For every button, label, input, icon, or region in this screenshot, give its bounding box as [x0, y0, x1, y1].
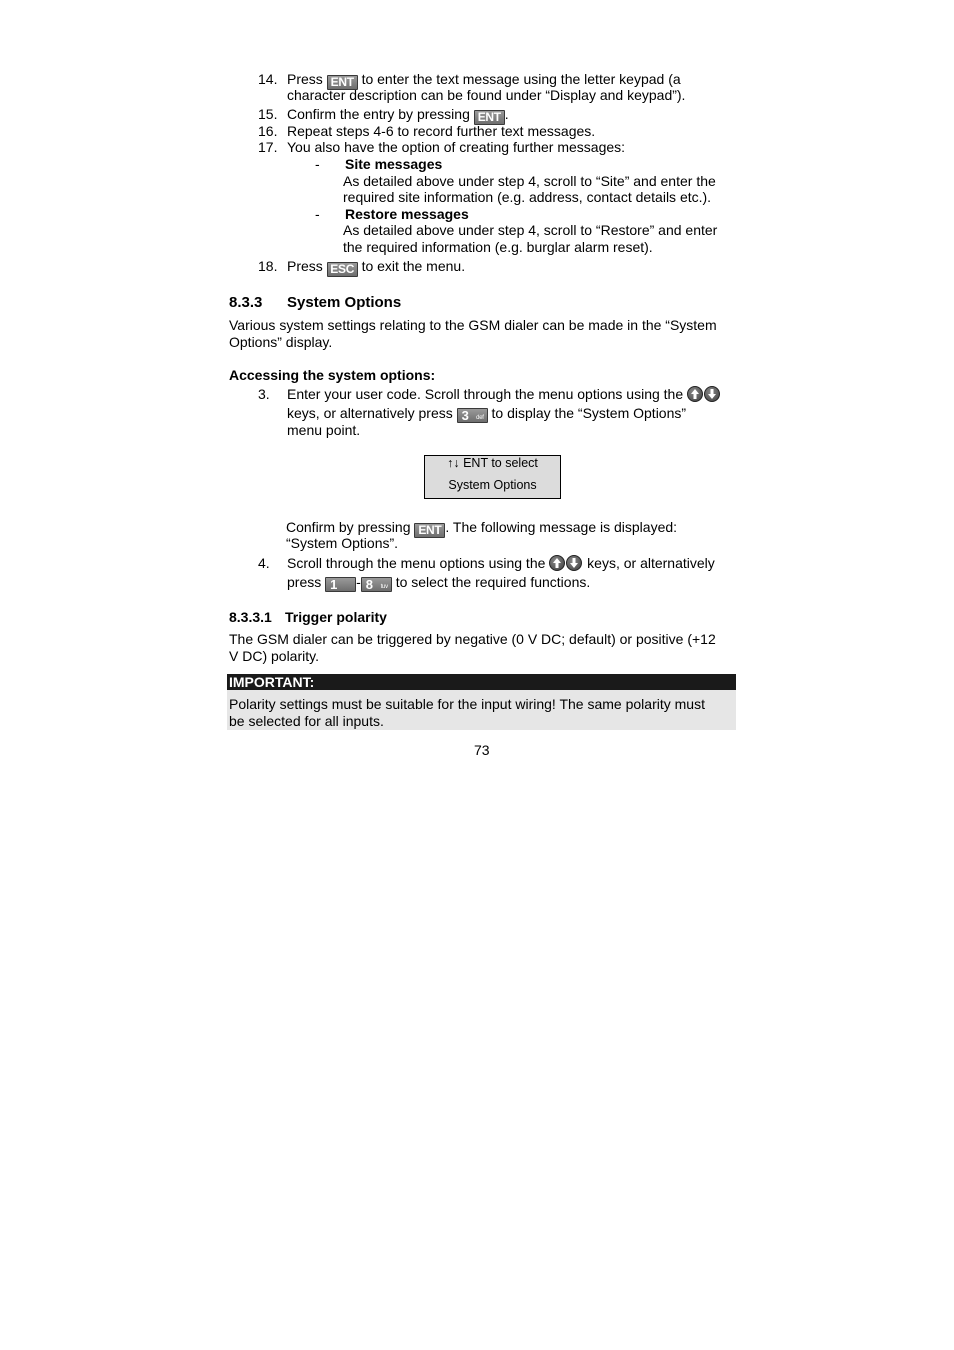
important-heading: IMPORTANT: — [227, 674, 736, 690]
key-3-def-icon — [457, 408, 488, 423]
step-text: to enter the text message using the letter keypad (a — [361, 71, 681, 87]
section-number: 8.3.3 — [229, 294, 263, 311]
step-number: 16. — [258, 123, 278, 139]
key-digit: 8 — [365, 577, 373, 592]
step-4-line-1 — [287, 555, 715, 572]
step-14-line-2: character description can be found under “Display and keypad”). — [287, 87, 686, 103]
step-number: 3. — [258, 386, 270, 402]
arrow-up-key-icon — [549, 555, 565, 571]
step-text: to exit the menu. — [361, 258, 466, 274]
subsection-number: 8.3.3.1 — [229, 609, 272, 625]
key-digit: 1 — [330, 577, 338, 592]
key-1-icon — [325, 577, 356, 592]
ent-key-icon: ENT — [474, 110, 505, 125]
bullet-dash: - — [315, 206, 320, 222]
restore-messages-line-2: the required information (e.g. burglar alarm reset). — [343, 239, 653, 255]
step-17-line: You also have the option of creating further messages: — [287, 139, 626, 155]
lcd-line-2: System Options — [448, 478, 537, 492]
step-16-line: Repeat steps 4-6 to record further text messages. — [287, 123, 596, 139]
step-number: 4. — [258, 555, 270, 571]
step-text: press — [287, 574, 322, 590]
restore-messages-title: Restore messages — [345, 206, 469, 222]
step-4-line-2 — [287, 574, 590, 592]
step-text: to display the “System Options” — [491, 405, 687, 421]
step-text: keys, or alternatively press — [287, 405, 453, 421]
step-3-line-2 — [287, 405, 686, 423]
key-digit: 3 — [461, 408, 469, 423]
bullet-dash: - — [315, 156, 320, 172]
subsection-title: Trigger polarity — [285, 609, 387, 625]
step-18-line — [287, 258, 465, 277]
site-messages-title: Site messages — [345, 156, 443, 172]
important-line-1: Polarity settings must be suitable for the input wiring! The same polarity must — [229, 696, 705, 712]
key-letters: tuv — [380, 584, 388, 590]
lcd-line-1: ↑↓ ENT to select — [447, 456, 538, 470]
step-text: Confirm the entry by pressing — [287, 106, 470, 122]
polarity-paragraph-line-2: V DC) polarity. — [229, 648, 319, 664]
step-text: Enter your user code. Scroll through the menu options using the — [287, 386, 684, 402]
step-text: Press — [287, 258, 323, 274]
key-8-tuv-icon — [361, 577, 392, 592]
step-text: to select the required functions. — [395, 574, 591, 590]
step-text: . — [504, 106, 509, 122]
site-messages-line-1: As detailed above under step 4, scroll to “Site” and enter the — [343, 173, 716, 189]
range-dash: - — [356, 574, 361, 590]
arrow-down-key-icon — [566, 555, 582, 571]
ent-key-icon: ENT — [414, 523, 445, 538]
step-text: keys, or alternatively — [587, 555, 715, 571]
arrow-up-key-icon — [687, 386, 703, 402]
important-body — [227, 690, 736, 730]
section-title: System Options — [287, 294, 402, 311]
step-text: . The following message is displayed: — [445, 519, 678, 535]
step-3-line-3: menu point. — [287, 422, 361, 438]
section-intro-line-1: Various system settings relating to the GSM dialer can be made in the “System — [229, 317, 717, 333]
section-intro-line-2: Options” display. — [229, 334, 333, 350]
step-3-line-1 — [287, 386, 721, 403]
confirm-line-2: “System Options”. — [286, 535, 399, 551]
step-number: 15. — [258, 106, 278, 122]
accessing-heading: Accessing the system options: — [229, 367, 436, 383]
restore-messages-line-1: As detailed above under step 4, scroll to “Restore” and enter — [343, 222, 718, 238]
step-text: Press — [287, 71, 323, 87]
page-number: 73 — [474, 742, 490, 758]
lcd-display — [424, 455, 561, 499]
important-line-2: be selected for all inputs. — [229, 713, 384, 729]
polarity-paragraph-line-1: The GSM dialer can be triggered by negative (0 V DC; default) or positive (+12 — [229, 631, 716, 647]
ent-key-icon: ENT — [327, 75, 358, 90]
step-text: Confirm by pressing — [286, 519, 411, 535]
step-text: Scroll through the menu options using the — [287, 555, 546, 571]
arrow-down-key-icon — [704, 386, 720, 402]
key-letters: def — [476, 415, 484, 421]
esc-key-icon: ESC — [327, 262, 358, 277]
step-number: 18. — [258, 258, 278, 274]
step-number: 17. — [258, 139, 278, 155]
site-messages-line-2: required site information (e.g. address, contact details etc.). — [343, 189, 712, 205]
step-number: 14. — [258, 71, 278, 87]
